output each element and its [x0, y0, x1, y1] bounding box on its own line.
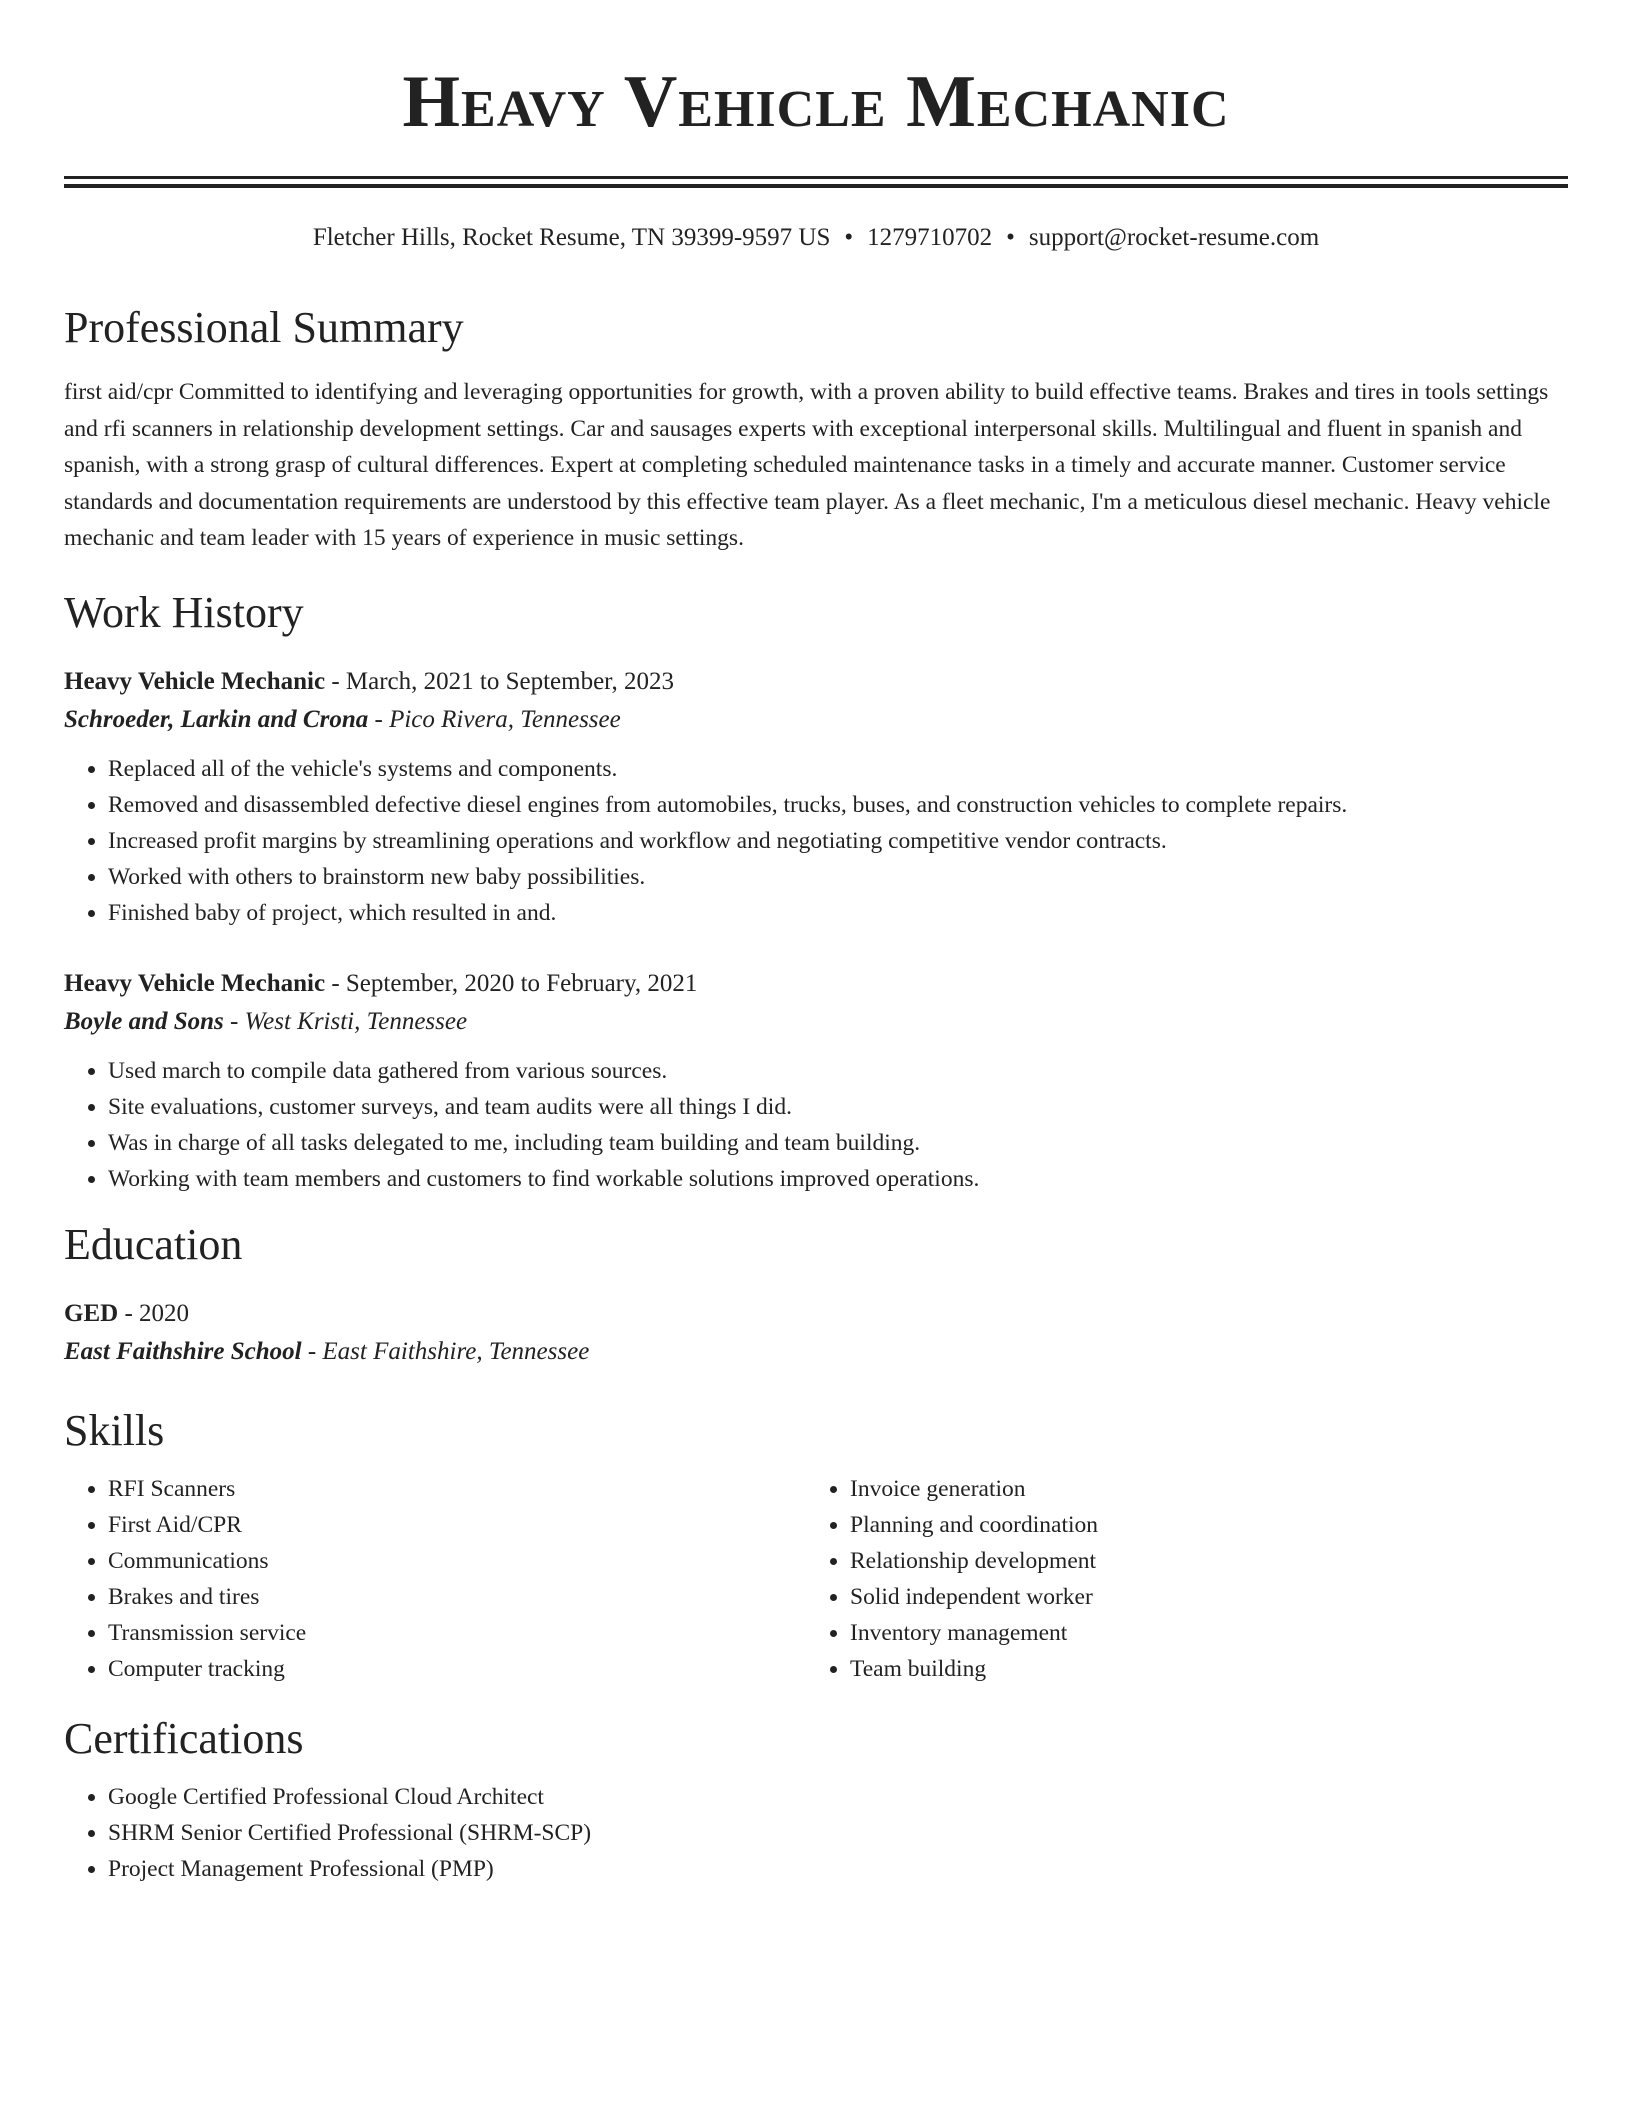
skill-item: • Inventory management [850, 1615, 1548, 1651]
skill-item: • Brakes and tires [108, 1579, 806, 1615]
job-dates: September, 2020 to February, 2021 [345, 969, 698, 997]
job-location: Pico Rivera, Tennessee [389, 705, 621, 733]
job-title-line: Heavy Vehicle Mechanic - September, 2020 to February, 2021 [64, 969, 698, 997]
job-bullet: • Removed and disassembled defective diesel engines from automobiles, trucks, buses, and construction vehicles to complete repairs. [108, 787, 1568, 823]
contact-phone: 1279710702 [867, 224, 993, 251]
education-entry [64, 1295, 1568, 1371]
skill-item: • Solid independent worker [850, 1579, 1548, 1615]
skill-item: • Team building [850, 1651, 1548, 1687]
job-bullets [64, 751, 1568, 931]
job-role: Heavy Vehicle Mechanic [64, 969, 326, 997]
skills-heading: Skills [64, 1405, 165, 1455]
job-bullet: • Finished baby of project, which resulted in and. [108, 895, 1568, 931]
job-bullet: • Working with team members and customers to find workable solutions improved operations. [108, 1161, 1568, 1197]
job-company-line: Schroeder, Larkin and Crona - Pico Rivera, Tennessee [64, 705, 621, 733]
header-divider-top [64, 176, 1568, 179]
job-bullet: • Used march to compile data gathered from various sources. [108, 1053, 1568, 1089]
skill-item: • Invoice generation [850, 1471, 1548, 1507]
skill-item: • Relationship development [850, 1543, 1548, 1579]
work-history-heading: Work History [64, 587, 304, 637]
education-degree: GED [64, 1299, 119, 1327]
job-bullet: • Increased profit margins by streamlining operations and workflow and negotiating competitive vendor contracts. [108, 823, 1568, 859]
resume-title: Heavy Vehicle Mechanic [402, 61, 1230, 143]
skills-column-left [64, 1471, 806, 1687]
education-school: East Faithshire School [64, 1337, 302, 1365]
job-location: West Kristi, Tennessee [244, 1007, 468, 1035]
skill-item: • Planning and coordination [850, 1507, 1548, 1543]
summary-heading: Professional Summary [64, 303, 464, 352]
contact-separator: • [844, 224, 854, 251]
contact-address: Fletcher Hills, Rocket Resume, TN 39399-9597 US [312, 224, 831, 251]
skill-item: • RFI Scanners [108, 1471, 806, 1507]
job-bullet: • Replaced all of the vehicle's systems and components. [108, 751, 1568, 787]
job-bullet: • Was in charge of all tasks delegated to me, including team building and team building. [108, 1125, 1568, 1161]
contact-email: support@rocket-resume.com [1028, 224, 1320, 251]
header-divider-bottom [64, 184, 1568, 188]
skill-item: • Computer tracking [108, 1651, 806, 1687]
job-company: Schroeder, Larkin and Crona [64, 705, 369, 733]
certification-item: • Project Management Professional (PMP) [108, 1851, 1568, 1887]
job-role: Heavy Vehicle Mechanic [64, 667, 326, 695]
education-heading: Education [64, 1219, 243, 1269]
job-bullets [64, 1053, 1568, 1197]
job-bullet: • Worked with others to brainstorm new baby possibilities. [108, 859, 1568, 895]
contact-separator: • [1006, 224, 1015, 251]
summary-text: first aid/cpr Committed to identifying and leveraging opportunities for growth, with a proven ability to build effective teams. Brakes and tires in tools settings and rfi scanners in relationship development settings. Car and sausages experts with exceptional interpersonal skills. Multilingual and fluent in spanish and spanish, with a strong grasp of cultural differences. Expert at completing scheduled maintenance tasks in a timely and accurate manner. Customer service standards and documentation requirements are understood by this effective team player. As a fleet mechanic, I'm a meticulous diesel mechanic. Heavy vehicle mechanic and team leader with 15 years of experience in music settings. [64, 379, 1551, 551]
skills-grid [64, 1471, 1568, 1687]
certification-item: • SHRM Senior Certified Professional (SHRM-SCP) [108, 1815, 1568, 1851]
job-dates: March, 2021 to September, 2023 [345, 667, 675, 695]
education-year: 2020 [139, 1299, 190, 1327]
job-company: Boyle and Sons [64, 1007, 224, 1035]
job-title-line: Heavy Vehicle Mechanic - March, 2021 to September, 2023 [64, 667, 675, 695]
job-entry [64, 663, 1568, 931]
certifications-list [64, 1779, 1568, 1887]
job-entry [64, 965, 1568, 1197]
contact-line [64, 222, 1568, 254]
skills-column-right [806, 1471, 1548, 1687]
job-bullet: • Site evaluations, customer surveys, and team audits were all things I did. [108, 1089, 1568, 1125]
skill-item: • Transmission service [108, 1615, 806, 1651]
job-company-line: Boyle and Sons - West Kristi, Tennessee [64, 1007, 468, 1035]
skill-item: • Communications [108, 1543, 806, 1579]
certifications-heading: Certifications [64, 1713, 304, 1763]
education-location: East Faithshire, Tennessee [322, 1337, 590, 1365]
certification-item: • Google Certified Professional Cloud Architect [108, 1779, 1568, 1815]
skill-item: • First Aid/CPR [108, 1507, 806, 1543]
education-degree-line: GED - 2020 [64, 1299, 190, 1327]
education-school-line: East Faithshire School - East Faithshire, Tennessee [64, 1337, 590, 1365]
